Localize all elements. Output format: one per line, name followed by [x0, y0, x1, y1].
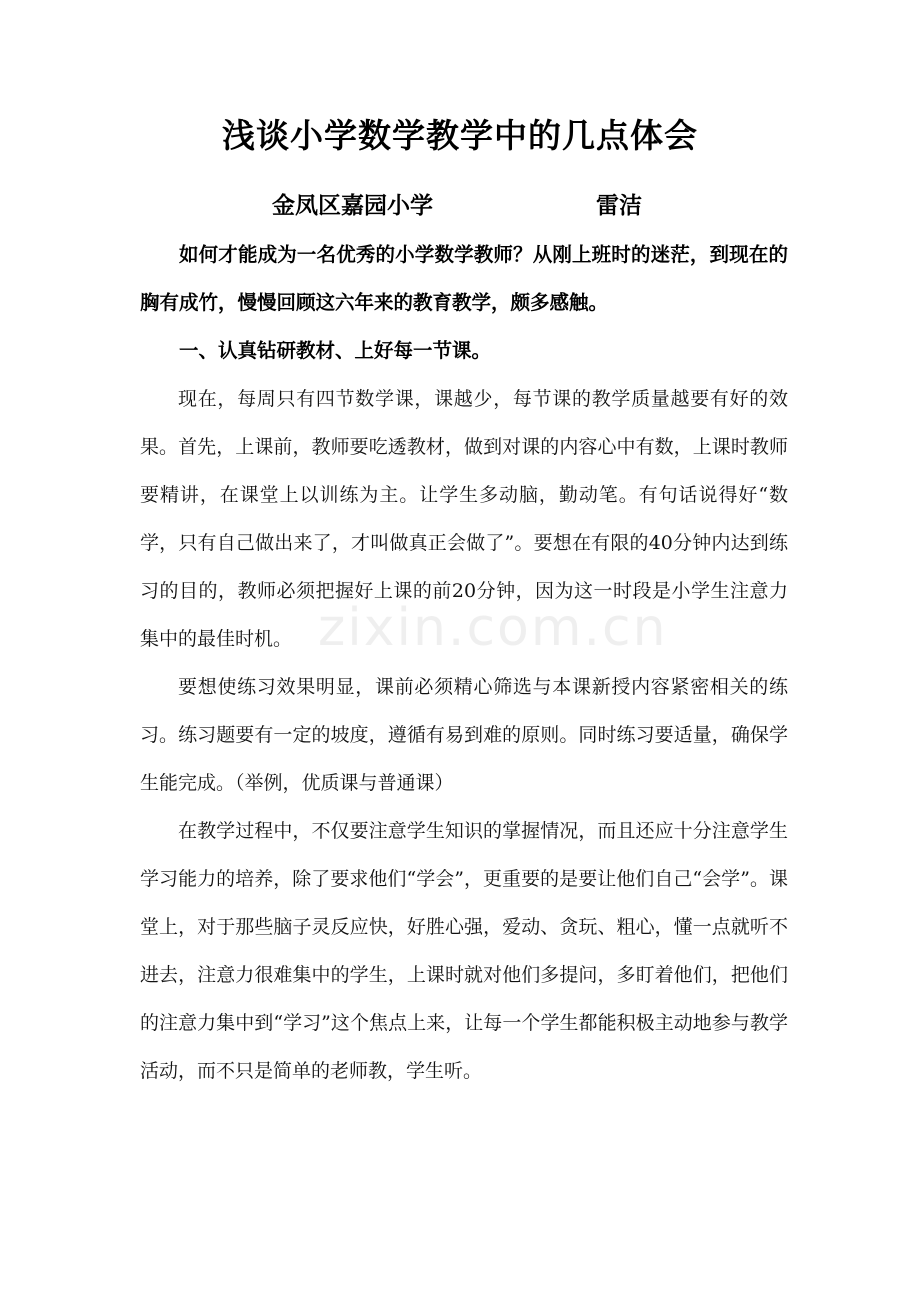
byline: [0, 186, 920, 226]
intro-paragraph: 如何才能成为一名优秀的小学数学教师？从刚上班时的迷茫，到现在的胸有成竹，慢慢回顾这六年来的教育教学，颇多感触。: [140, 243, 788, 314]
school-name: 金凤区嘉园小学: [272, 193, 433, 219]
body-paragraph: 现在，每周只有四节数学课，课越少，每节课的教学质量越要有好的效果。首先，上课前，教师要吃透教材，做到对课的内容心中有数，上课时教师要精讲，在课堂上以训练为主。让学生多动脑，勤动笔。有句话说得好“数学，只有自己做出来了，才叫做真正会做了”。要想在有限的40分钟内达到练习的目的，教师必须把握好上课的前20分钟，因为这一时段是小学生注意力集中的最佳时机。: [140, 388, 788, 650]
watermark: zixin.com.cn: [318, 598, 668, 658]
body-paragraph: 要想使练习效果明显，课前必须精心筛选与本课新授内容紧密相关的练习。练习题要有一定的坡度，遵循有易到难的原则。同时练习要适量，确保学生能完成。（举例，优质课与普通课）: [140, 676, 788, 794]
body-paragraph: 在教学过程中，不仅要注意学生知识的掌握情况，而且还应十分注意学生学习能力的培养，除了要求他们“学会”，更重要的是要让他们自己“会学”。课堂上，对于那些脑子灵反应快，好胜心强，爱动、贪玩、粗心，懂一点就听不进去，注意力很难集中的学生，上课时就对他们多提问，多盯着他们，把他们的注意力集中到“学习”这个焦点上来，让每一个学生都能积极主动地参与教学活动，而不只是简单的老师教，学生听。: [140, 820, 788, 1082]
document-title: 浅谈小学数学教学中的几点体会: [222, 116, 698, 155]
section-heading: 一、认真钻研教材、上好每一节课。: [179, 339, 492, 362]
author-name: 雷洁: [596, 193, 642, 219]
document-body: [140, 231, 788, 1095]
